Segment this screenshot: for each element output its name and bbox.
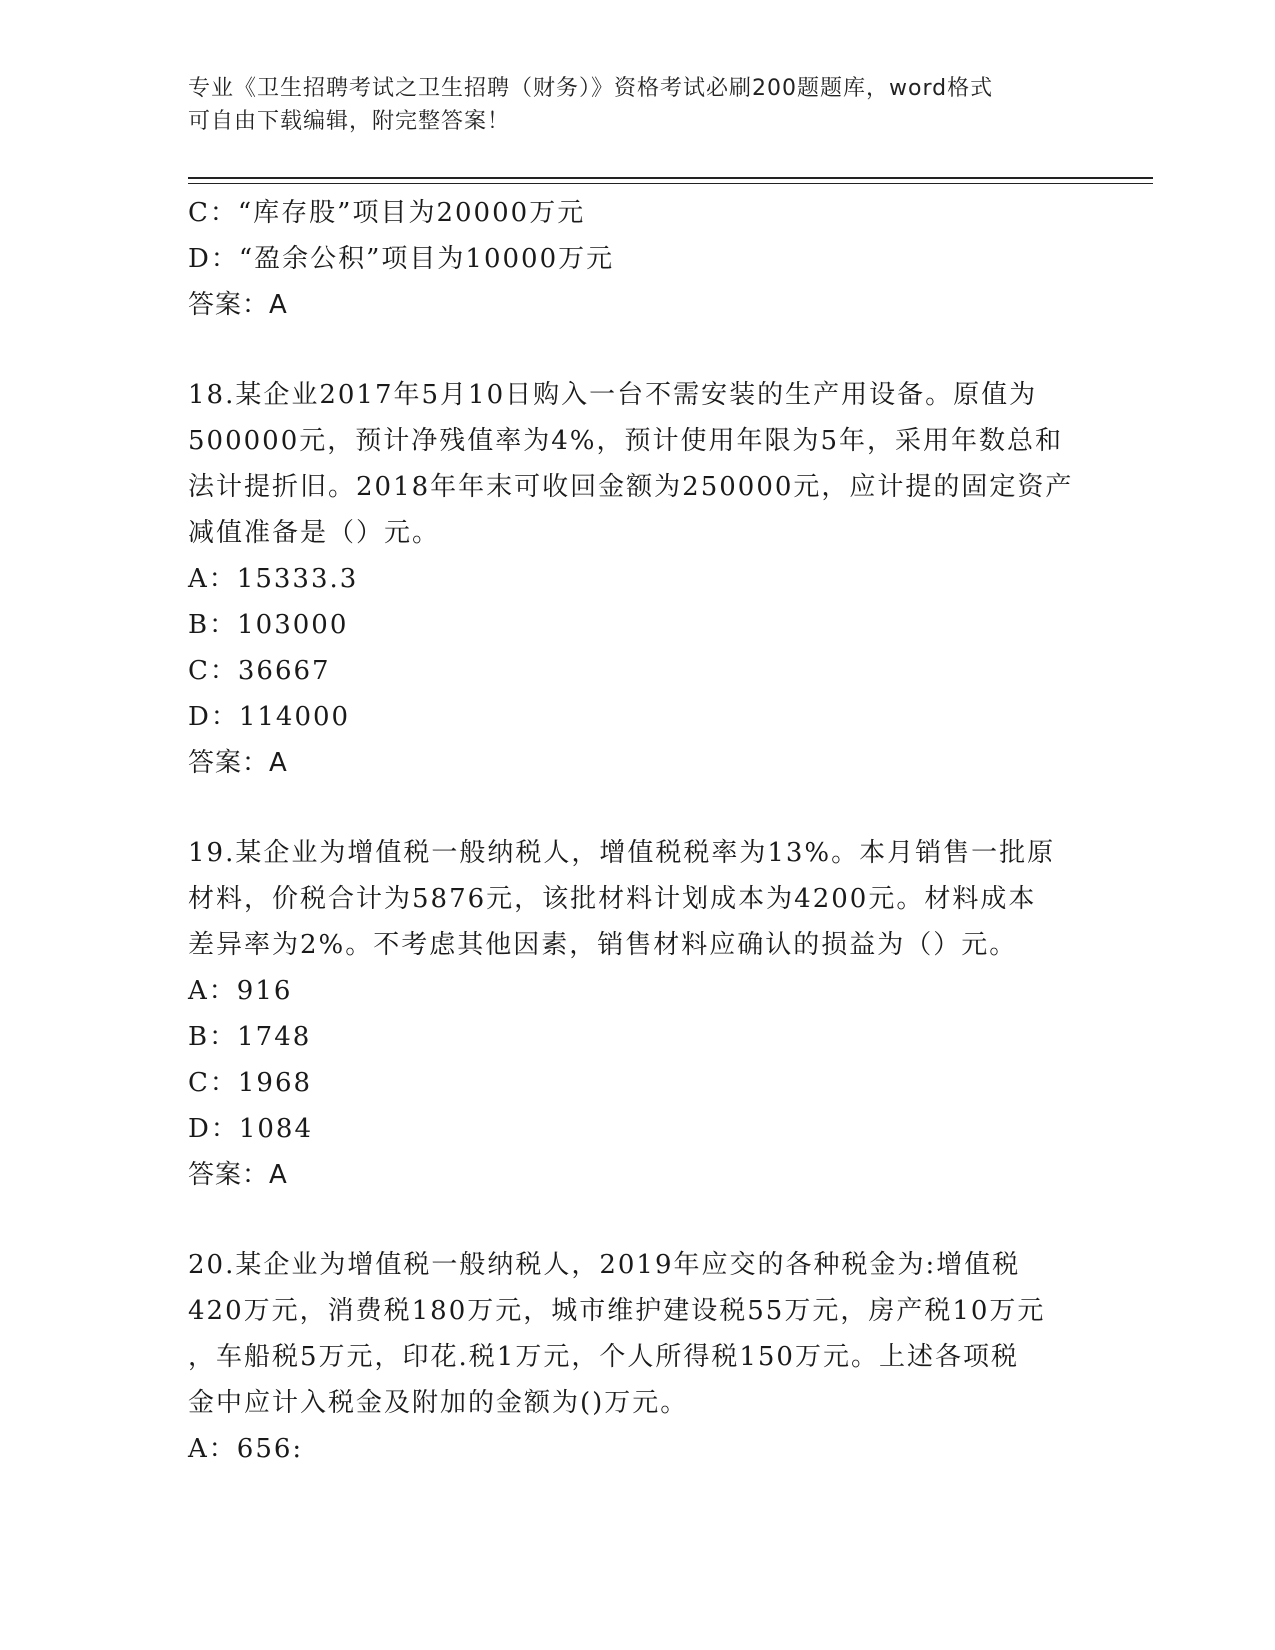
option-b: B：103000: [188, 610, 349, 640]
option-d: D：1084: [188, 1114, 314, 1144]
question-text-line: 19.某企业为增值税一般纳税人，增值税税率为13%。本月销售一批原: [188, 838, 1056, 868]
option-d: D：“盈余公积”项目为10000万元: [188, 244, 615, 274]
spacer: [188, 786, 1088, 830]
option-b: B：1748: [188, 1022, 312, 1052]
question-text-line: 差异率为2%。不考虑其他因素，销售材料应确认的损益为（）元。: [188, 930, 1018, 960]
option-c: C：“库存股”项目为20000万元: [188, 198, 586, 228]
option-d: D：114000: [188, 702, 351, 732]
question-text-line: 20.某企业为增值税一般纳税人，2019年应交的各种税金为:增值税: [188, 1250, 1021, 1280]
question-text-line: 减值准备是（）元。: [188, 518, 441, 548]
option-a: A：15333.3: [188, 564, 359, 594]
answer-line: 答案：A: [188, 1160, 288, 1190]
answer-line: 答案：A: [188, 748, 288, 778]
question-text-line: 法计提折旧。2018年年末可收回金额为250000元，应计提的固定资产: [188, 472, 1074, 502]
spacer: [188, 328, 1088, 372]
header-line-1: 专业《卫生招聘考试之卫生招聘（财务）》资格考试必刷200题题库，word格式: [188, 76, 994, 101]
answer-line: 答案：A: [188, 290, 288, 320]
option-a: A：656:: [188, 1434, 304, 1464]
question-text-line: 500000元，预计净残值率为4%，预计使用年限为5年，采用年数总和: [188, 426, 1064, 456]
option-c: C：1968: [188, 1068, 313, 1098]
question-19: [188, 830, 1088, 1198]
question-17-tail: [188, 190, 1088, 328]
question-18: [188, 372, 1088, 786]
page-header: [188, 72, 1068, 138]
header-divider-thin: [188, 183, 1153, 184]
question-text-line: 金中应计入税金及附加的金额为()万元。: [188, 1388, 689, 1418]
header-divider: [188, 177, 1153, 179]
question-text-line: 材料，价税合计为5876元，该批材料计划成本为4200元。材料成本: [188, 884, 1037, 914]
question-20: [188, 1242, 1088, 1472]
option-c: C：36667: [188, 656, 331, 686]
question-text-line: 420万元，消费税180万元，城市维护建设税55万元，房产税10万元: [188, 1296, 1046, 1326]
page-content: [188, 190, 1088, 1472]
question-text-line: 18.某企业2017年5月10日购入一台不需安装的生产用设备。原值为: [188, 380, 1038, 410]
header-line-2: 可自由下载编辑，附完整答案！: [188, 109, 511, 134]
option-a: A：916: [188, 976, 293, 1006]
spacer: [188, 1198, 1088, 1242]
question-text-line: ，车船税5万元，印花.税1万元，个人所得税150万元。上述各项税: [188, 1342, 1019, 1372]
